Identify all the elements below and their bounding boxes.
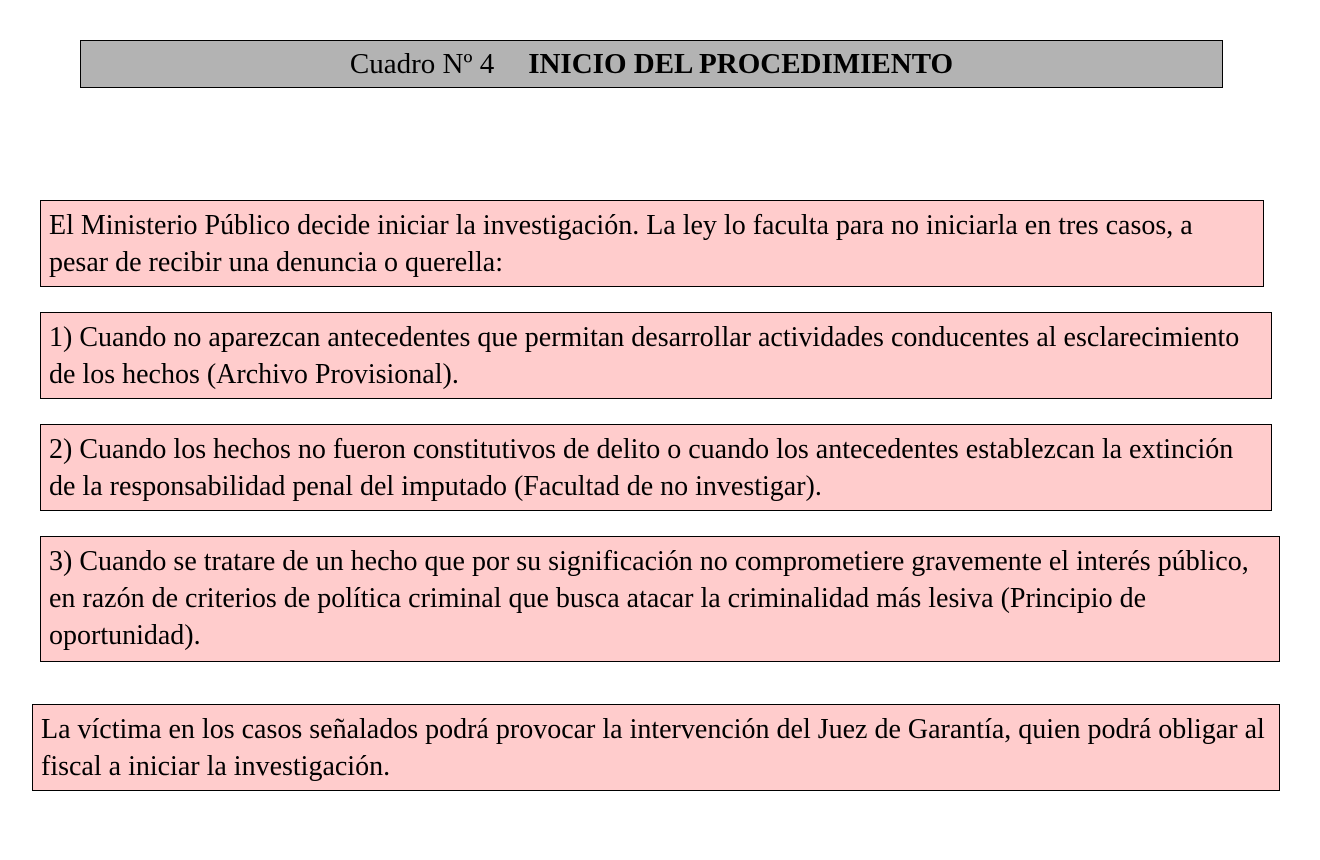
case-1-box: 1) Cuando no aparezcan antecedentes que permitan desarrollar actividades conducentes al esclarecimiento de los hechos (Archivo Provisional).: [40, 312, 1272, 399]
victim-box: La víctima en los casos señalados podrá provocar la intervención del Juez de Garantía, quien podrá obligar al fiscal a iniciar la investigación.: [32, 704, 1280, 791]
title-bar: [80, 40, 1223, 88]
page-title: INICIO DEL PROCEDIMIENTO: [528, 47, 954, 80]
case-2-box: 2) Cuando los hechos no fueron constitutivos de delito o cuando los antecedentes establezcan la extinción de la responsabilidad penal del imputado (Facultad de no investigar).: [40, 424, 1272, 511]
case-3-box: 3) Cuando se tratare de un hecho que por su significación no comprometiere gravemente el interés público, en razón de criterios de política criminal que busca atacar la criminalidad más lesiva (Principio de oportunidad).: [40, 536, 1280, 662]
title-prefix: Cuadro Nº 4: [349, 47, 495, 80]
intro-box: El Ministerio Público decide iniciar la investigación. La ley lo faculta para no iniciarla en tres casos, a pesar de recibir una denuncia o querella:: [40, 200, 1264, 287]
